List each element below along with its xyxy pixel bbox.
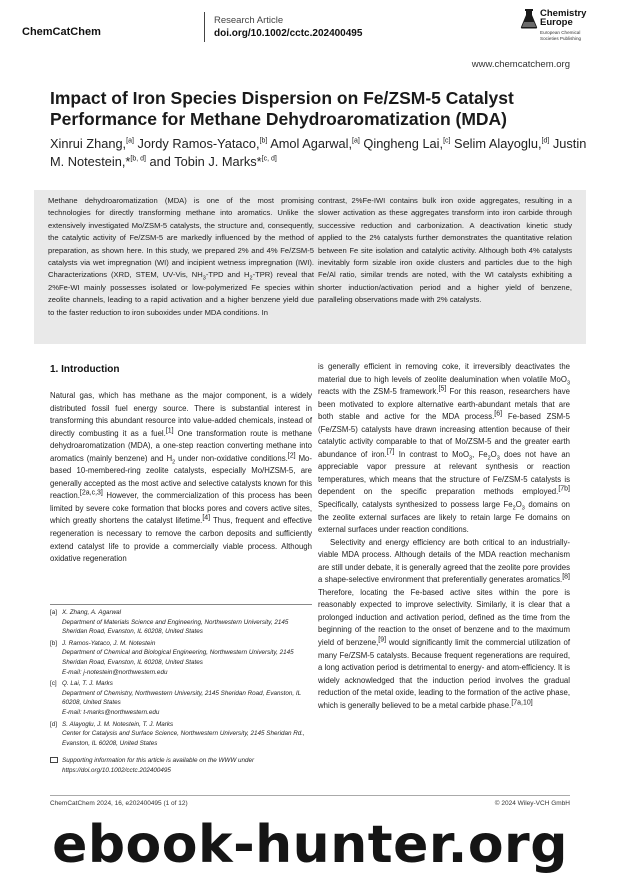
affiliation-names: Q. Lai, T. J. Marks	[62, 680, 113, 688]
affiliation-entry	[50, 608, 312, 637]
text-run: Therefore, locating the Fe-based active sites within the pore is reasonably expected to improve selectivity. Similarly, it is clear that a prolonged induction and activation period, defined as the time from the beginning of the reaction to the onset of benzene and to the maximum yield of benzene,	[318, 587, 570, 648]
text-run: 3	[496, 455, 500, 462]
author: Selim Alayoglu,	[454, 136, 542, 151]
text-run: -TPD and H	[205, 270, 250, 280]
author-affiliation-mark: [b]	[259, 137, 268, 145]
author: Xinrui Zhang,	[50, 136, 127, 151]
text-run: does not have an appreciable vapor pressure at relevant synthesis or reaction temperatures, which means that the structure of Fe/ZSM-5 catalysts is dependent on the specific preparation methods employed.	[318, 449, 571, 497]
affiliation-tag: [a]	[50, 609, 58, 616]
journal-name: ChemCatChem	[22, 26, 101, 38]
affiliation-entry	[50, 679, 312, 717]
footer-copyright: © 2024 Wiley-VCH GmbH	[494, 800, 570, 807]
citation-ref: [4]	[202, 514, 211, 522]
flask-icon	[520, 9, 538, 29]
text-run: 2	[249, 275, 253, 282]
author-affiliation-mark: [d]	[541, 137, 550, 145]
body-right-column	[318, 361, 570, 712]
intro-paragraph-1-cont	[318, 361, 570, 537]
journal-website[interactable]: www.chemcatchem.org	[471, 59, 570, 70]
text-run: Mo-based 10-membered-ring zeolite catalysts, especially Mo/HZSM-5, are generally accepted as the most active and selective catalysts known for this reaction.	[50, 453, 312, 501]
citation-ref: [8]	[562, 573, 570, 581]
text-run: Specifically, catalysts synthesized to possess large Fe	[318, 500, 513, 510]
text-run: Methane dehydroaromatization (MDA) is one of the most promising technologies for directly transforming methane into aromatics. Unlike the extensively investigated Mo/ZSM-5 catalysts, the structure and, consequently, the catalytic activity of Fe/ZSM-5 are markedly influenced by the method of preparation, as shown here. In this study, we prepared 2% and 4% Fe/ZSM-5 catalysts via wet impregnation (WI) and incipient wetness impregnation (IWI). Characterizations (XRD, STEM, UV-Vis, NH	[48, 196, 314, 280]
text-run: is generally efficient in removing coke, it irreversibly deactivates the material due to high levels of zeolite dealumination when volatile MoO	[318, 362, 570, 384]
abstract-box	[34, 190, 586, 344]
text-run: Fe-based ZSM-5 (Fe/ZSM-5) catalysts have drawn increasing attention because of their catalytic activity comparable to that of Mo/ZSM-5 and the greater earth abundance of iron.	[318, 412, 570, 459]
affiliation-tag: [d]	[50, 720, 58, 728]
text-run: 3	[566, 380, 570, 387]
text-run: under non-oxidative conditions.	[175, 453, 288, 463]
publisher-name: Chemistry Europe	[540, 8, 587, 28]
citation-ref: [2]	[287, 452, 296, 460]
affiliation-names: J. Ramos-Yataco, J. M. Notestein	[62, 639, 156, 647]
affiliation-tag: [c]	[50, 680, 57, 688]
citation-ref: [2a,c,3]	[79, 489, 103, 497]
text-run: Natural gas, which has methane as the major component, is a widely distributed fossil fuel energy source. There is substantial interest in transforming this abundant resource into value-added chemicals, instead of directly combusting it as a fuel.	[50, 391, 312, 438]
text-run: domains on the zeolite external surfaces are likely to retain large Fe domains on external surfaces under reaction conditions.	[318, 500, 570, 535]
affiliation-address: Department of Chemistry, Northwestern University, 2145 Sheridan Road, Evanston, IL 60208, United States E-mail: t-marks@northwestern.edu	[62, 689, 302, 716]
text-run: , Fe	[472, 449, 488, 459]
author: Amol Agarwal,	[270, 136, 353, 151]
supporting-info-text: Supporting information for this article is available on the WWW under https://doi.org/10.1002/cctc.202400495	[62, 757, 255, 774]
text-run: In contrast to MoO	[394, 449, 470, 459]
text-run: -TPR) reveal that 2%Fe-WI mainly possesses isolated or low-polymerized Fe species within zeolite channels, leading to a rapid activation and a higher benzene yield due to the faster reduction to iron suboxides under MDA conditions. In	[48, 270, 314, 317]
author-affiliation-mark: [c]	[443, 137, 451, 145]
author: Justin M. Notestein,*	[50, 136, 587, 169]
intro-paragraph-2	[318, 537, 570, 713]
affiliation-address: Center for Catalysis and Surface Science, Northwestern University, 2145 Sheridan Rd., Evanston, IL 60208, United States	[62, 730, 305, 747]
footnote-rule	[50, 604, 312, 605]
publisher-subtitle: European Chemical Societies Publishing	[540, 30, 582, 41]
affiliation-tag: [b]	[50, 639, 58, 647]
affiliation-names: S. Alayoglu, J. M. Notestein, T. J. Marks	[62, 720, 174, 728]
citation-ref: [5]	[438, 385, 447, 393]
abstract-right-column	[318, 195, 572, 307]
text-run: Selectivity and energy efficiency are both critical to an industrially-viable MDA process. Although details of the MDA reaction mechanism are still under debate, it is generally agreed that the zeolite pore provides a shape-selective environment that preferentially generates aromatics.	[318, 537, 570, 585]
text-run: For this reason, researchers have been motivated to explore alternative earth-abundant metals that are both stable and active for the MDA process.	[318, 387, 570, 422]
author: Qingheng Lai,	[363, 136, 444, 151]
watermark: ebook-hunter.org	[52, 815, 568, 875]
text-run: O	[490, 449, 497, 459]
author: and Tobin J. Marks*	[149, 154, 262, 169]
author-list	[50, 135, 590, 171]
text-run: However, the commercialization of this process has been limited by severe coke formation that blocks pores and covers active sites, which greatly shortens the catalyst lifetime.	[50, 491, 312, 526]
author: Jordy Ramos-Yataco,	[137, 136, 260, 151]
chemistry-europe-logo	[520, 9, 610, 51]
citation-ref: [9]	[378, 636, 387, 644]
text-run: 2	[512, 505, 516, 512]
monitor-icon	[50, 757, 58, 763]
body-left-column	[50, 390, 312, 566]
citation-ref: [7]	[386, 448, 395, 456]
text-run: contrast, 2%Fe-IWI contains bulk iron oxide aggregates, resulting in a slower activation as these aggregates transform into iron carbide through successive reduction and carbonization. A deactivation kinetic study applied to the 2% catalysts further demonstrates the quantitative relation between Fe site isolation and catalytic activity. Although both 4% catalysts inevitably form sizable iron oxide clusters and particles due to the high Fe/Al ratio, similar trends are noted, with the WI catalysts exhibiting a shorter induction/activation period and a higher yield of benzene, paralleling observations made with 2% catalysts.	[318, 196, 572, 305]
footer-citation: ChemCatChem 2024, 16, e202400495 (1 of 12)	[50, 800, 188, 807]
text-run: 2	[172, 459, 176, 466]
affiliation-address: Department of Materials Science and Engineering, Northwestern University, 2145 Sheridan Road, Evanston, IL 60208, United States	[62, 618, 289, 636]
text-run: 3	[469, 455, 473, 462]
text-run: One transformation route is methane dehydroaromatization (MDA), a one-step reaction converting methane into aromatics (mainly benzene) and H	[50, 428, 312, 463]
article-title: Impact of Iron Species Dispersion on Fe/ZSM-5 Catalyst Performance for Methane Dehydroaromatization (MDA)	[50, 88, 514, 129]
text-run: O	[515, 500, 522, 510]
text-run: Thus, frequent and effective regeneration is necessary to remove the carbon deposits and sufficiently extend catalyst life to provide a commercially viable process. Although oxidative regeneration	[50, 516, 312, 564]
affiliation-entry	[50, 720, 312, 749]
affiliation-address: Department of Chemical and Biological Engineering, Northwestern University, 2145 Sheridan Road, Evanston, IL 60208, United States E-mail: j-notestein@northwestern.edu	[62, 649, 294, 676]
text-run: would significantly limit the commercial utilization of many Fe/ZSM-5 catalysts. Because frequent regenerations are required, a long activation period is detrimental to energy- and atom-efficiency. It is widely acknowledged that the induction period involves the gradual reduction of the metal oxide, leading to the formation of the active phase, which is generally believed to be a metal carbide phase.	[318, 638, 571, 710]
author-affiliation-mark: [a]	[352, 137, 360, 145]
doi-link[interactable]: doi.org/10.1002/cctc.202400495	[214, 28, 363, 39]
affiliation-entry	[50, 639, 312, 677]
affiliation-names: X. Zhang, A. Agarwal	[62, 609, 122, 616]
text-run: 3	[202, 275, 206, 282]
author-affiliation-mark: [a]	[126, 137, 134, 145]
abstract-left-column	[48, 195, 314, 319]
citation-ref: [7a,10]	[511, 699, 533, 707]
text-run: reacts with the ZSM-5 framework.	[318, 387, 439, 397]
text-run: 3	[521, 505, 525, 512]
intro-paragraph-1	[50, 390, 312, 566]
citation-ref: [6]	[494, 410, 503, 418]
text-run: 2	[487, 455, 491, 462]
author-affiliation-mark: [c, d]	[261, 155, 277, 163]
header-divider	[204, 12, 205, 42]
article-type: Research Article	[214, 15, 284, 26]
affiliations	[50, 608, 312, 750]
supporting-info-note	[50, 756, 312, 775]
citation-ref: [1]	[165, 427, 174, 435]
author-affiliation-mark: [b, d]	[130, 155, 146, 163]
section-heading: 1. Introduction	[50, 364, 120, 375]
footer-rule	[50, 795, 570, 796]
citation-ref: [7b]	[558, 485, 570, 493]
